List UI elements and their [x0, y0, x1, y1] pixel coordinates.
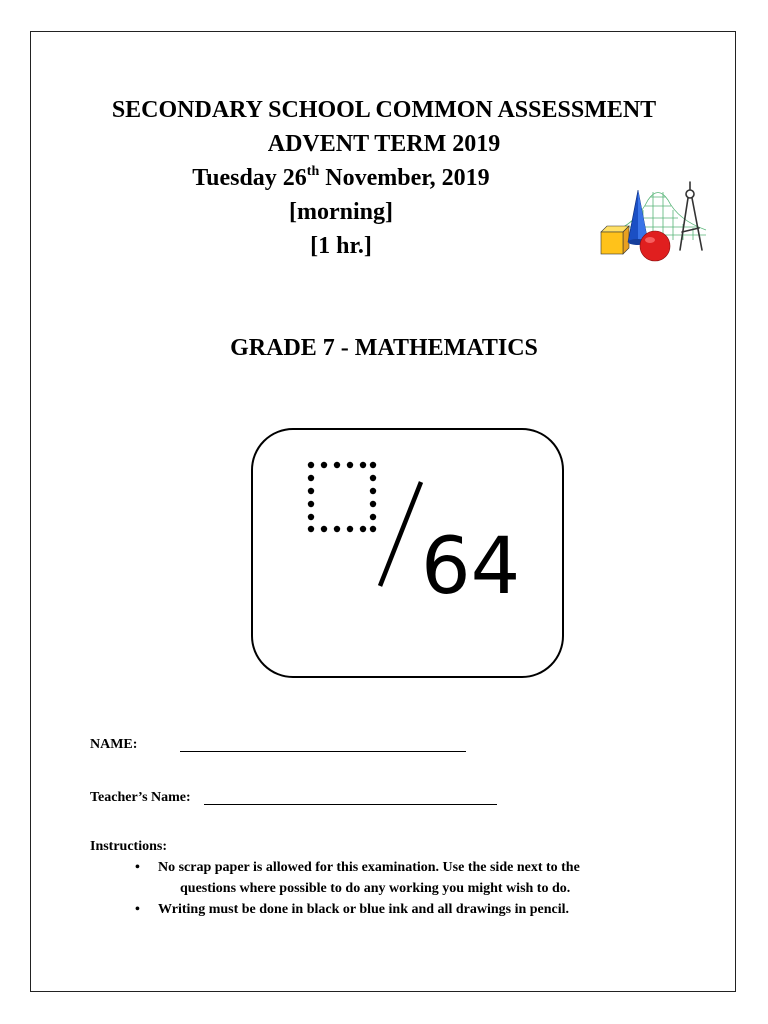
name-input-line[interactable]: [180, 751, 466, 752]
geometry-clipart-icon: [598, 180, 710, 266]
score-total: 64: [421, 522, 521, 612]
name-label: NAME:: [90, 737, 138, 752]
assessment-title: SECONDARY SCHOOL COMMON ASSESSMENT: [111, 97, 657, 123]
exam-date-prefix: Tuesday 26: [192, 165, 307, 191]
exam-duration: [1 hr.]: [310, 233, 372, 259]
teacher-name-label: Teacher’s Name:: [90, 790, 191, 805]
dotted-square-icon: [308, 462, 376, 532]
instruction-item-1-line-1: No scrap paper is allowed for this examination. Use the side next to the: [158, 860, 580, 875]
score-slash: [380, 482, 421, 586]
term-title: ADVENT TERM 2019: [267, 131, 501, 157]
exam-date-month-year: November, 2019: [319, 165, 490, 191]
instruction-item-1-line-2: questions where possible to do any working you might wish to do.: [180, 881, 571, 896]
exam-date: [0, 161, 682, 195]
instructions-list: [135, 857, 655, 920]
subject-title: GRADE 7 - MATHEMATICS: [230, 335, 538, 361]
instructions-title: Instructions:: [90, 839, 168, 854]
exam-date-suffix-sup: th: [306, 164, 320, 179]
instruction-item: [135, 899, 655, 920]
instruction-item: [135, 857, 655, 899]
score-box: [251, 428, 564, 678]
exam-session: [morning]: [289, 199, 393, 225]
teacher-name-input-line[interactable]: [204, 804, 497, 805]
instruction-item-2: Writing must be done in black or blue ink and all drawings in pencil.: [158, 902, 570, 917]
